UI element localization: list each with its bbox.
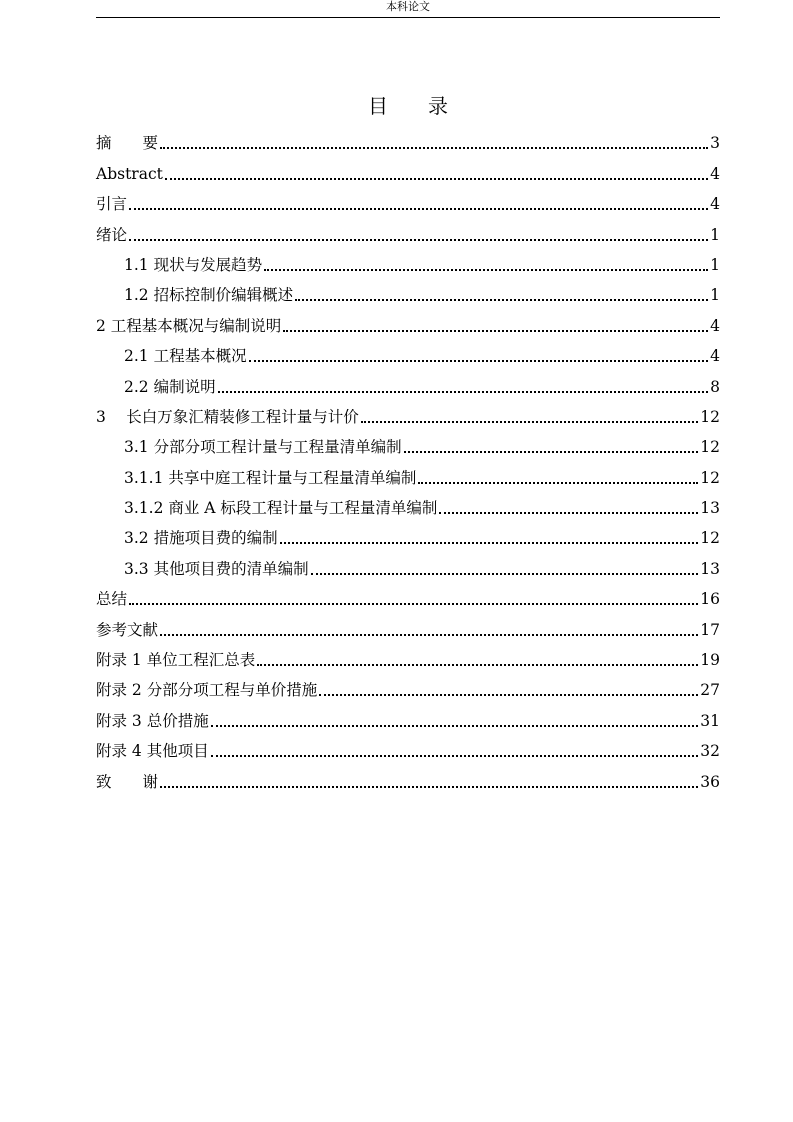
toc-entry-page-number: 13 xyxy=(700,499,720,518)
toc-dot-leader xyxy=(319,694,698,696)
toc-entry[interactable] xyxy=(96,673,720,703)
toc-entry[interactable] xyxy=(96,521,720,551)
toc-dot-leader xyxy=(160,147,708,149)
toc-entry[interactable] xyxy=(96,369,720,399)
toc-entry-label: 附录 2 分部分项工程与单价措施 xyxy=(96,681,318,700)
toc-entry-label: 3.1.2 商业 A 标段工程计量与工程量清单编制 xyxy=(124,499,438,518)
toc-dot-leader xyxy=(165,178,708,180)
toc-entry-page-number: 17 xyxy=(700,620,720,639)
toc-entry-label: 附录 1 单位工程汇总表 xyxy=(96,651,256,670)
toc-entry-label: 摘 要 xyxy=(96,134,159,153)
toc-entry-page-number: 1 xyxy=(710,225,720,244)
toc-entry-label: 附录 4 其他项目 xyxy=(96,742,209,761)
toc-entry-page-number: 36 xyxy=(700,772,720,791)
toc-entry-label: Abstract xyxy=(96,164,163,183)
toc-entry-label: 2.1 工程基本概况 xyxy=(124,347,247,366)
toc-entry[interactable] xyxy=(96,491,720,521)
toc-entry-label: 附录 3 总价措施 xyxy=(96,711,209,730)
toc-dot-leader xyxy=(249,360,709,362)
toc-entry-page-number: 27 xyxy=(700,681,720,700)
toc-entry-label: 3.1 分部分项工程计量与工程量清单编制 xyxy=(124,438,402,457)
toc-entry[interactable] xyxy=(96,217,720,247)
toc-entry-page-number: 12 xyxy=(700,438,720,457)
toc-entry-label: 3.1.1 共享中庭工程计量与工程量清单编制 xyxy=(124,468,417,487)
toc-entry-page-number: 16 xyxy=(700,590,720,609)
toc-dot-leader xyxy=(129,239,708,241)
toc-entry-page-number: 12 xyxy=(700,529,720,548)
toc-entry[interactable] xyxy=(96,187,720,217)
toc-entry[interactable] xyxy=(96,612,720,642)
toc-entry-label: 参考文献 xyxy=(96,620,159,639)
toc-entry-label: 3.2 措施项目费的编制 xyxy=(124,529,278,548)
toc-entry[interactable] xyxy=(96,278,720,308)
toc-dot-leader xyxy=(295,299,708,301)
toc-entry-page-number: 3 xyxy=(710,134,720,153)
page-header xyxy=(96,0,720,18)
toc-entry[interactable] xyxy=(96,248,720,278)
toc-dot-leader xyxy=(129,208,708,210)
toc-entry[interactable] xyxy=(96,430,720,460)
toc-dot-leader xyxy=(218,391,709,393)
toc-entry-label: 3 长白万象汇精装修工程计量与计价 xyxy=(96,407,359,426)
toc-entry-page-number: 13 xyxy=(700,559,720,578)
toc-dot-leader xyxy=(211,725,699,727)
toc-entry-page-number: 19 xyxy=(700,651,720,670)
toc-entry[interactable] xyxy=(96,400,720,430)
toc-dot-leader xyxy=(211,755,699,757)
toc-entry-label: 总结 xyxy=(96,590,128,609)
toc-dot-leader xyxy=(257,664,698,666)
toc-dot-leader xyxy=(404,451,699,453)
toc-entry[interactable] xyxy=(96,460,720,490)
toc-dot-leader xyxy=(160,634,698,636)
toc-entry[interactable] xyxy=(96,551,720,581)
toc-dot-leader xyxy=(418,482,698,484)
toc-entry-page-number: 32 xyxy=(700,742,720,761)
toc-entry-page-number: 31 xyxy=(700,711,720,730)
toc-entry-label: 致 谢 xyxy=(96,772,159,791)
toc-entry-page-number: 12 xyxy=(700,407,720,426)
toc-entry-page-number: 8 xyxy=(710,377,720,396)
toc-dot-leader xyxy=(311,573,699,575)
toc-entry-label: 2.2 编制说明 xyxy=(124,377,216,396)
toc-dot-leader xyxy=(129,603,698,605)
toc-entry-page-number: 1 xyxy=(710,255,720,274)
toc-dot-leader xyxy=(160,786,698,788)
toc-dot-leader xyxy=(439,512,698,514)
header-text: 本科论文 xyxy=(386,0,430,13)
toc-title: 目 录 xyxy=(368,94,448,118)
toc-entry-page-number: 4 xyxy=(710,316,720,335)
toc-entry-label: 绪论 xyxy=(96,225,128,244)
toc-entry[interactable] xyxy=(96,308,720,338)
toc-entry-page-number: 4 xyxy=(710,195,720,214)
toc-entry-label: 2 工程基本概况与编制说明 xyxy=(96,316,282,335)
toc-entry-label: 引言 xyxy=(96,195,128,214)
toc-entry-page-number: 4 xyxy=(710,347,720,366)
table-of-contents xyxy=(96,126,720,795)
toc-entry-label: 1.2 招标控制价编辑概述 xyxy=(124,286,294,305)
toc-entry[interactable] xyxy=(96,643,720,673)
toc-entry[interactable] xyxy=(96,582,720,612)
toc-dot-leader xyxy=(264,269,708,271)
toc-dot-leader xyxy=(280,542,699,544)
toc-entry[interactable] xyxy=(96,339,720,369)
toc-entry-label: 1.1 现状与发展趋势 xyxy=(124,255,263,274)
toc-entry[interactable] xyxy=(96,126,720,156)
toc-dot-leader xyxy=(283,330,708,332)
toc-entry[interactable] xyxy=(96,734,720,764)
toc-entry-page-number: 12 xyxy=(700,468,720,487)
toc-dot-leader xyxy=(361,421,698,423)
toc-entry-page-number: 4 xyxy=(710,164,720,183)
toc-entry[interactable] xyxy=(96,156,720,186)
toc-entry-label: 3.3 其他项目费的清单编制 xyxy=(124,559,309,578)
toc-entry-page-number: 1 xyxy=(710,286,720,305)
toc-entry[interactable] xyxy=(96,764,720,794)
toc-entry[interactable] xyxy=(96,703,720,733)
